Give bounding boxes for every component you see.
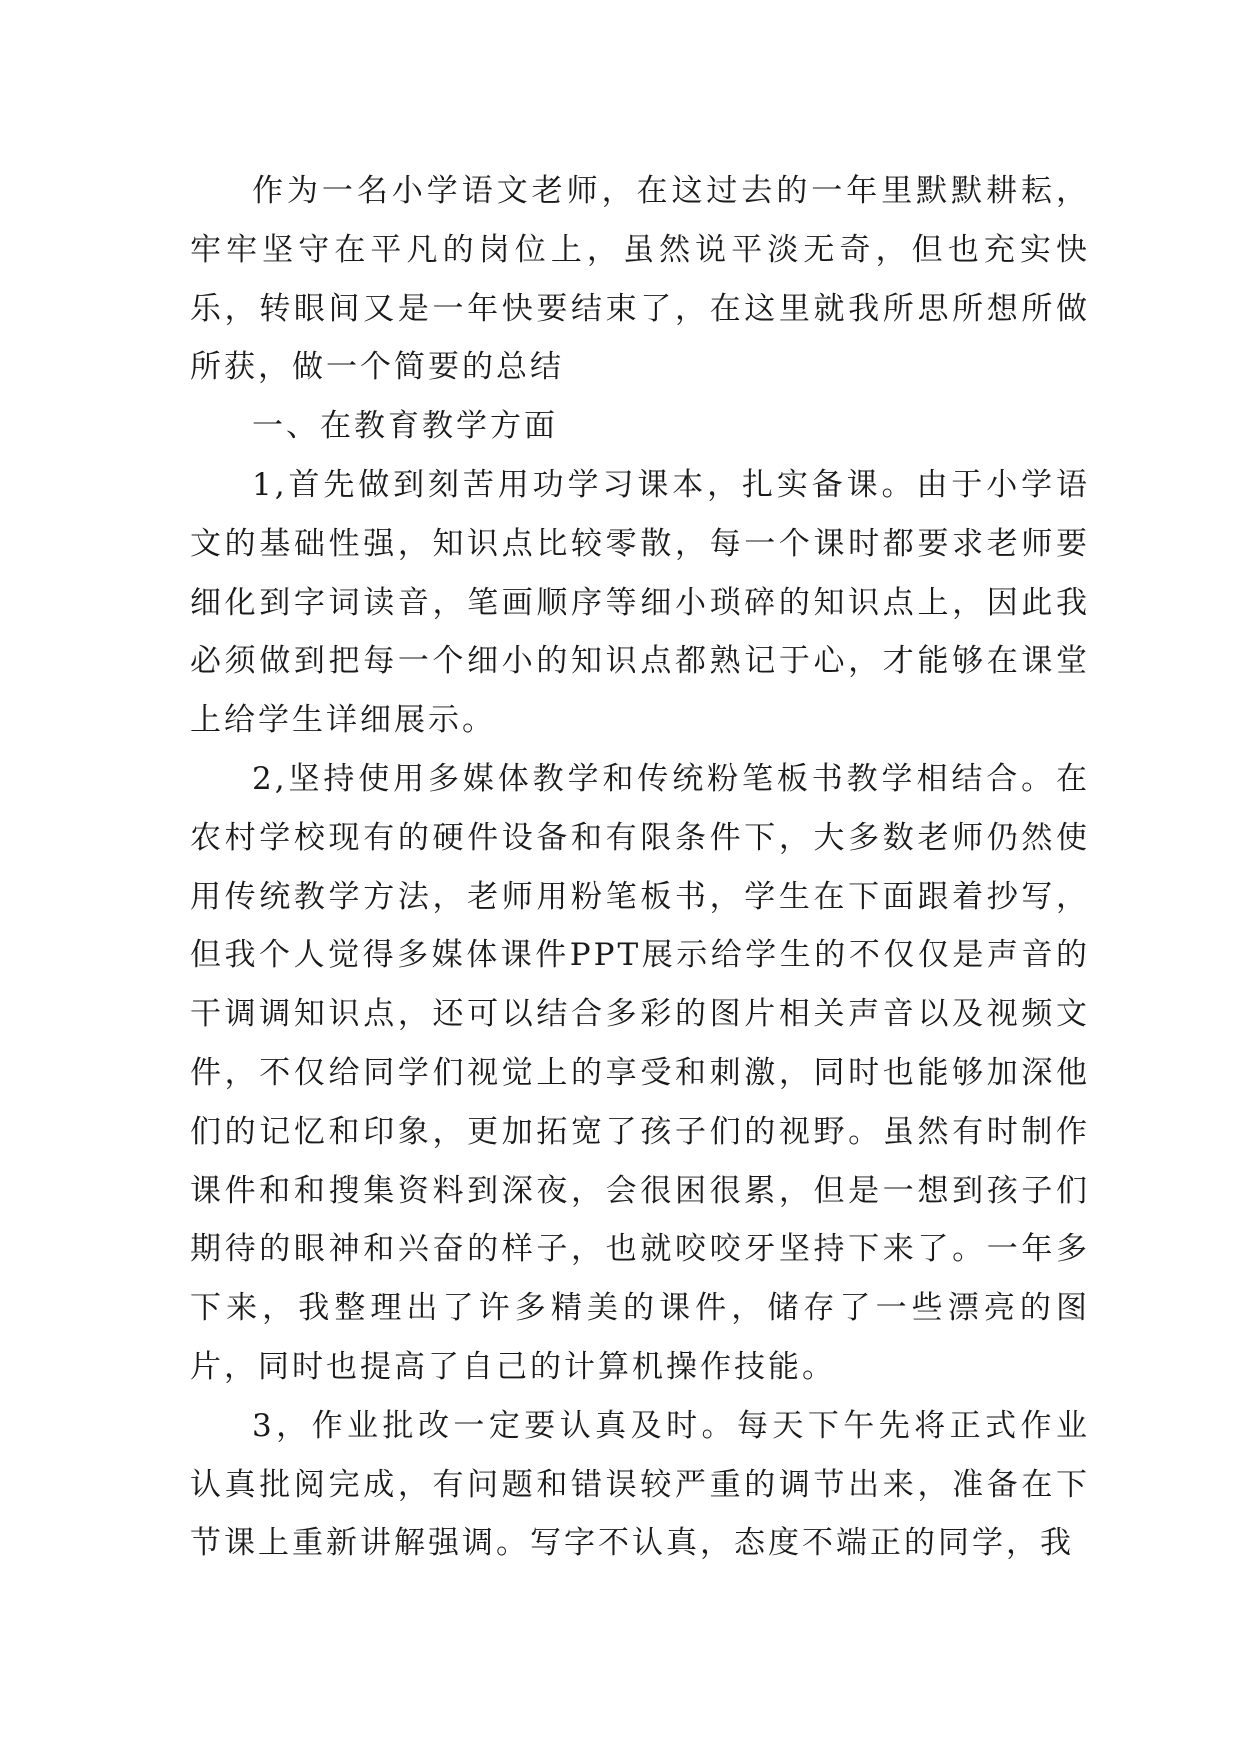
paragraph-item-1: 1,首先做到刻苦用功学习课本，扎实备课。由于小学语文的基础性强，知识点比较零散，每一个课时都要求老师要细化到字词读音，笔画顺序等细小琐碎的知识点上，因此我必须做到把每一个细小的知识点都熟记于心，才能够在课堂上给学生详细展示。 bbox=[190, 466, 1090, 739]
paragraph-item-2: 2,坚持使用多媒体教学和传统粉笔板书教学相结合。在农村学校现有的硬件设备和有限条件下，大多数老师仍然使用传统教学方法，老师用粉笔板书，学生在下面跟着抄写，但我个人觉得多媒体课件PPT展示给学生的不仅仅是声音的干调调知识点，还可以结合多彩的图片相关声音以及视频文件，不仅给同学们视觉上的享受和刺激，同时也能够加深他们的记忆和印象，更加拓宽了孩子们的视野。虽然有时制作课件和和搜集资料到深夜，会很困很累，但是一想到孩子们期待的眼神和兴奋的样子，也就咬咬牙坚持下来了。一年多下来，我整理出了许多精美的课件，储存了一些漂亮的图片，同时也提高了自己的计算机操作技能。 bbox=[190, 760, 1090, 1385]
section-heading: 一、在教育教学方面 bbox=[252, 408, 558, 445]
document-body bbox=[190, 162, 1090, 1573]
paragraph-intro: 作为一名小学语文老师，在这过去的一年里默默耕耘，牢牢坚守在平凡的岗位上，虽然说平淡无奇，但也充实快乐，转眼间又是一年快要结束了，在这里就我所思所想所做所获，做一个简要的总结 bbox=[190, 173, 1090, 386]
paragraph-item-3: 3，作业批改一定要认真及时。每天下午先将正式作业认真批阅完成，有问题和错误较严重的调节出来，准备在下节课上重新讲解强调。写字不认真，态度不端正的同学，我 bbox=[190, 1407, 1090, 1562]
